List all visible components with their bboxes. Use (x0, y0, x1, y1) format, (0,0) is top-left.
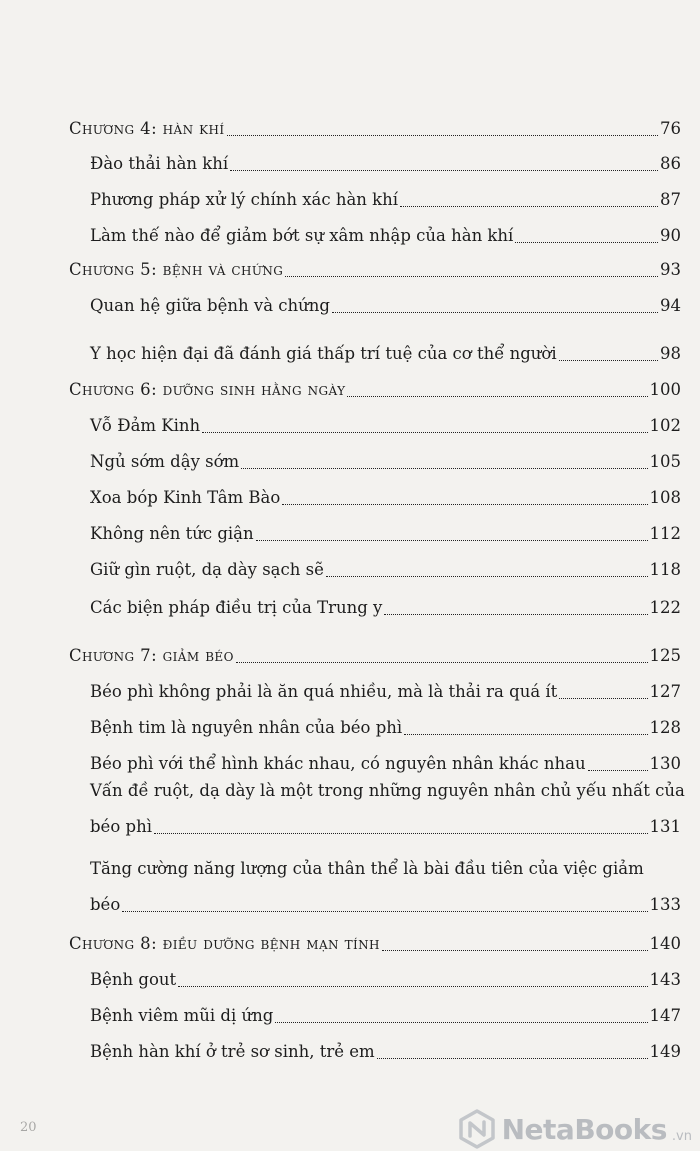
toc-chapter (69, 117, 681, 141)
toc-entry-label: Các biện pháp điều trị của Trung y (90, 598, 383, 617)
toc-entry-label: Xoa bóp Kinh Tâm Bào (90, 488, 281, 507)
toc-entry-page-number: 143 (649, 970, 681, 989)
toc-entry (90, 450, 681, 474)
toc-entry-label: Quan hệ giữa bệnh và chứng (90, 296, 330, 315)
toc-entry-page-number: 149 (649, 1042, 681, 1061)
toc-entry-label: béo phì (90, 817, 152, 836)
toc-entry-page-number: 90 (660, 226, 681, 245)
toc-entry-line (90, 857, 681, 881)
toc-entry (90, 152, 681, 176)
dot-leader (377, 1058, 648, 1059)
toc-entry-page-number: 94 (660, 296, 681, 315)
toc-entry-label: béo (90, 895, 121, 914)
dot-leader (241, 468, 647, 469)
dot-leader (256, 540, 648, 541)
toc-entry (90, 1040, 681, 1064)
dot-leader (227, 135, 658, 136)
toc-chapter-page-number: 76 (660, 119, 681, 138)
toc-entry-page-number: 87 (660, 190, 681, 209)
dot-leader (382, 950, 648, 951)
toc-chapter (69, 644, 681, 668)
toc-entry (90, 224, 681, 248)
dot-leader (202, 432, 647, 433)
toc-entry (90, 558, 681, 582)
toc-chapter (69, 258, 681, 282)
dot-leader (178, 986, 647, 987)
dot-leader (559, 360, 658, 361)
toc-chapter-label: Chương 6: dưỡng sinh hằng ngày (69, 380, 346, 399)
dot-leader (515, 242, 658, 243)
toc-entry-label-part: Vấn đề ruột, dạ dày là một trong những nguyên nhân chủ yếu nhất của (90, 781, 685, 800)
toc-entry-label: Đào thải hàn khí (90, 154, 229, 173)
dot-leader (588, 770, 648, 771)
footer-page-num: 20 (20, 1120, 37, 1135)
toc-entry-label: Ngủ sớm dậy sớm (90, 452, 240, 471)
toc-entry-page-number: 105 (649, 452, 681, 471)
dot-leader (559, 698, 647, 699)
toc-chapter-page-number: 140 (649, 934, 681, 953)
toc-entry-label: Bệnh viêm mũi dị ứng (90, 1006, 274, 1025)
dot-leader (400, 206, 658, 207)
toc-chapter-label: Chương 8: điều dưỡng bệnh mạn tính (69, 934, 380, 953)
toc-entry-label: Làm thế nào để giảm bớt sự xâm nhập của hàn khí (90, 226, 514, 245)
toc-entry-page-number: 112 (649, 524, 681, 543)
toc-entry-page-number: 98 (660, 344, 681, 363)
dot-leader (285, 276, 658, 277)
toc-entry-label: Vỗ Đảm Kinh (90, 416, 201, 435)
toc-chapter-page-number: 125 (649, 646, 681, 665)
dot-leader (230, 170, 658, 171)
toc-entry-label: Y học hiện đại đã đánh giá thấp trí tuệ của cơ thể người (90, 344, 557, 363)
toc-entry (90, 968, 681, 992)
toc-chapter-page-number: 100 (649, 380, 681, 399)
toc-entry-page-number: 122 (649, 598, 681, 617)
toc-entry-page-number: 130 (649, 754, 681, 773)
toc-entry-label-part: Tăng cường năng lượng của thân thể là bài đầu tiên của việc giảm (90, 859, 644, 878)
toc-entry-label: Bệnh gout (90, 970, 177, 989)
toc-entry-page-number: 127 (649, 682, 681, 701)
toc-entry (90, 342, 681, 366)
toc-entry (90, 716, 681, 740)
toc-entry (90, 414, 681, 438)
toc-entry-page-number: 131 (649, 817, 681, 836)
dot-leader (326, 576, 648, 577)
toc-chapter (69, 378, 681, 402)
toc-chapter-label: Chương 5: bệnh và chứng (69, 260, 284, 279)
netabooks-logo-icon (456, 1108, 498, 1150)
dot-leader (122, 911, 647, 912)
toc-entry-label: Bệnh hàn khí ở trẻ sơ sinh, trẻ em (90, 1042, 375, 1061)
toc-entry-page-number: 128 (649, 718, 681, 737)
toc-entry (90, 294, 681, 318)
page-number-footer (20, 1120, 37, 1135)
watermark-brand: NetaBooks (501, 1112, 667, 1146)
toc-entry (90, 596, 681, 620)
toc-entry-label: Bệnh tim là nguyên nhân của béo phì (90, 718, 403, 737)
watermark-suffix: .vn (671, 1129, 692, 1144)
toc-entry (90, 486, 681, 510)
netabooks-watermark (456, 1108, 692, 1150)
toc-entry (90, 752, 681, 776)
dot-leader (236, 662, 648, 663)
toc-entry-label: Giữ gìn ruột, dạ dày sạch sẽ (90, 560, 324, 579)
toc-entry (90, 1004, 681, 1028)
toc-chapter-label: Chương 7: giảm béo (69, 646, 234, 665)
toc-chapter-page-number: 93 (660, 260, 681, 279)
toc-entry-page-number: 86 (660, 154, 681, 173)
toc-entry-page-number: 118 (649, 560, 681, 579)
toc-entry (90, 522, 681, 546)
dot-leader (332, 312, 658, 313)
toc-entry-label: Béo phì với thể hình khác nhau, có nguyên nhân khác nhau (90, 754, 586, 773)
toc-entry-label: Phương pháp xử lý chính xác hàn khí (90, 190, 399, 209)
toc-entry-line (90, 779, 685, 803)
dot-leader (154, 833, 648, 834)
toc-entry-label: Béo phì không phải là ăn quá nhiều, mà là thải ra quá ít (90, 682, 558, 701)
dot-leader (282, 504, 647, 505)
toc-entry-page-number: 133 (649, 895, 681, 914)
toc-chapter (69, 932, 681, 956)
toc-entry (90, 188, 681, 212)
toc-entry (90, 680, 681, 704)
toc-entry-label: Không nên tức giận (90, 524, 254, 543)
toc-entry-page-number: 102 (649, 416, 681, 435)
dot-leader (384, 614, 647, 615)
dot-leader (347, 396, 647, 397)
dot-leader (275, 1022, 647, 1023)
toc-entry (90, 893, 681, 917)
dot-leader (404, 734, 647, 735)
toc-chapter-label: Chương 4: hàn khí (69, 119, 225, 138)
toc-entry-page-number: 108 (649, 488, 681, 507)
toc-entry (90, 815, 681, 839)
toc-entry-page-number: 147 (649, 1006, 681, 1025)
